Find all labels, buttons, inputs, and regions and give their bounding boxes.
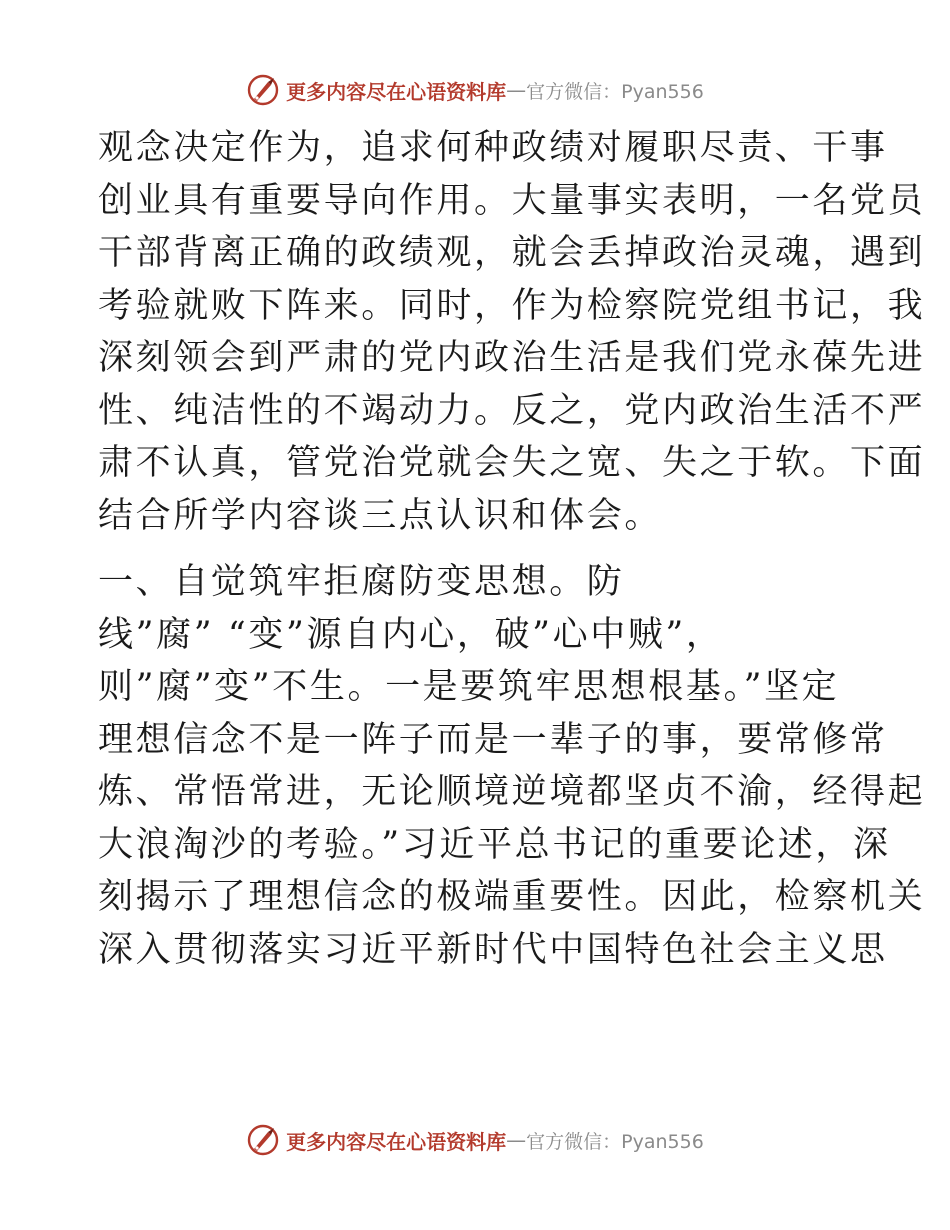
text-line: 结合所学内容谈三点认识和体会。 bbox=[98, 495, 663, 536]
section-heading-line: 一、自觉筑牢拒腐防变思想。防 bbox=[98, 562, 625, 602]
text-line: 则”腐”变”不生。一是要筑牢思想根基。”坚定 bbox=[98, 667, 840, 707]
text-line: 深刻领会到严肃的党内政治生活是我们党永葆先进 bbox=[98, 338, 926, 378]
footer-separator: — bbox=[506, 1128, 527, 1152]
footer-site-text: 更多内容尽在心语资料库 bbox=[286, 1129, 507, 1154]
footer-banner bbox=[0, 1120, 950, 1160]
header-wechat-text: 官方微信：Pyan556 bbox=[526, 80, 704, 103]
text-line: 刻揭示了理想信念的极端重要性。因此，检察机关 bbox=[98, 877, 926, 917]
paragraph-1 bbox=[98, 122, 926, 542]
header-banner bbox=[0, 70, 950, 110]
text-line: 炼、常悟常进，无论顺境逆境都坚贞不渝，经得起 bbox=[98, 772, 926, 812]
header-site-text: 更多内容尽在心语资料库 bbox=[286, 79, 507, 104]
text-line: 创业具有重要导向作用。大量事实表明，一名党员 bbox=[98, 180, 926, 221]
text-line: 线”腐” “变”源自内心，破”心中贼”， bbox=[98, 614, 724, 655]
text-line: 观念决定作为，追求何种政绩对履职尽责、干事 bbox=[98, 128, 888, 168]
text-line: 理想信念不是一阵子而是一辈子的事，要常修常 bbox=[98, 719, 888, 760]
header-separator: — bbox=[506, 78, 527, 102]
paragraph-2 bbox=[98, 556, 926, 976]
text-line: 肃不认真，管党治党就会失之宽、失之于软。下面 bbox=[98, 443, 926, 483]
text-line: 性、纯洁性的不竭动力。反之，党内政治生活不严 bbox=[98, 390, 926, 431]
quill-pen-logo-icon bbox=[246, 73, 280, 107]
text-line: 考验就败下阵来。同时，作为检察院党组书记，我 bbox=[98, 285, 926, 326]
document-body bbox=[98, 122, 926, 976]
text-line: 大浪淘沙的考验。”习近平总书记的重要论述，深 bbox=[98, 824, 891, 865]
quill-pen-logo-icon bbox=[246, 1123, 280, 1157]
text-line: 干部背离正确的政绩观，就会丢掉政治灵魂，遇到 bbox=[98, 233, 926, 273]
text-line: 深入贯彻落实习近平新时代中国特色社会主义思 bbox=[98, 929, 888, 970]
footer-wechat-text: 官方微信：Pyan556 bbox=[526, 1130, 704, 1153]
